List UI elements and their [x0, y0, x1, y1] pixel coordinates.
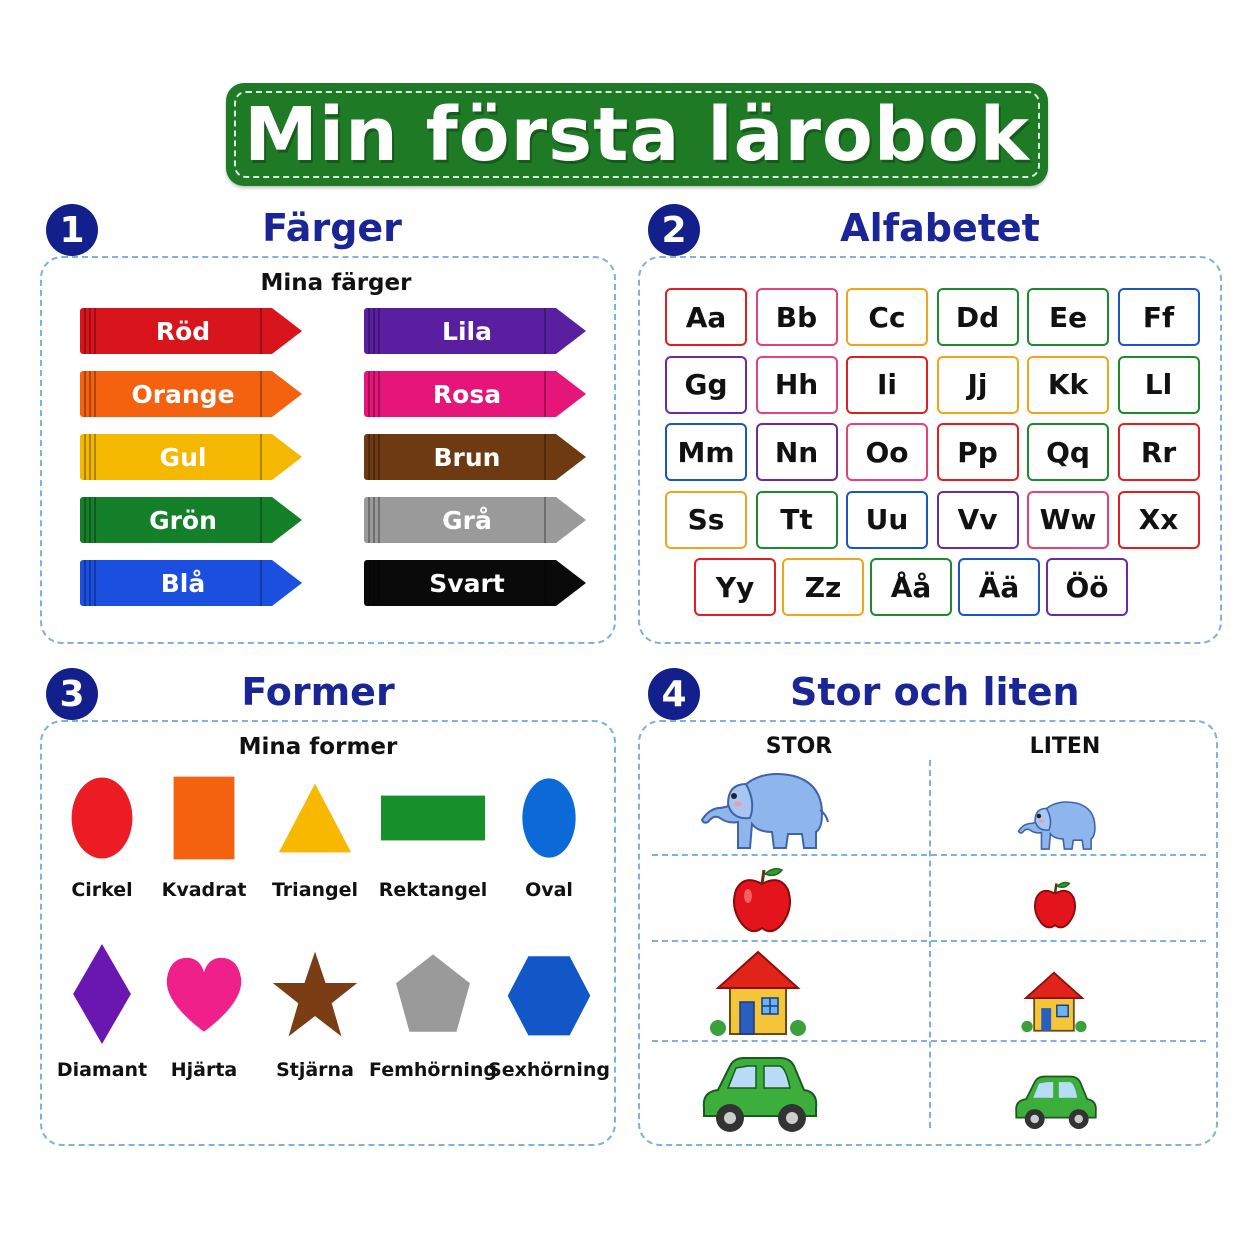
section-number-4: 4 [648, 668, 700, 720]
crayon-item [80, 371, 302, 417]
row-divider [652, 1040, 1206, 1042]
crayon-stripe [84, 308, 86, 354]
letter-card: Tt [756, 491, 838, 549]
crayon-stripe [373, 371, 375, 417]
crayon-tip [272, 560, 302, 606]
section-number-1: 1 [46, 204, 98, 256]
letter-card: Yy [694, 558, 776, 616]
shape-label: Oval [525, 879, 573, 901]
crayon-tip [556, 308, 586, 354]
letter-card: Nn [756, 423, 838, 481]
section-title-shapes: Former [241, 670, 395, 714]
section-number-2: 2 [648, 204, 700, 256]
crayon-label: Gul [159, 442, 207, 472]
crayon-stripe [89, 560, 91, 606]
shape-label: Femhörning [368, 1059, 497, 1081]
crayon-stripe [89, 308, 91, 354]
crayon-stripe [368, 308, 370, 354]
pentagon-shape [391, 949, 475, 1039]
letter-card: Åå [870, 558, 952, 616]
crayon-stripe [89, 434, 91, 480]
crayon-stripe [84, 434, 86, 480]
row-divider [652, 940, 1206, 942]
letter-card: Xx [1118, 491, 1200, 549]
letter-card: Aa [665, 288, 747, 346]
big-column-heading: STOR [765, 734, 833, 759]
section-title-alphabet: Alfabetet [840, 206, 1040, 250]
letter-card: Ää [958, 558, 1040, 616]
letter-card: Öö [1046, 558, 1128, 616]
letter-card: Mm [665, 423, 747, 481]
shape-label: Diamant [56, 1059, 148, 1081]
letter-card: Cc [846, 288, 928, 346]
crayon-stripe [84, 371, 86, 417]
crayon-tip [272, 434, 302, 480]
car-icon [698, 1052, 822, 1136]
crayon-tip [556, 434, 586, 480]
letter-card: Kk [1027, 356, 1109, 414]
page-title: Min första lärobok [244, 91, 1030, 178]
title-banner [226, 83, 1048, 186]
letter-card: Ii [846, 356, 928, 414]
shape-label: Sexhörning [488, 1059, 610, 1081]
hexagon-shape [506, 949, 592, 1039]
letter-card: Qq [1027, 423, 1109, 481]
shape-label: Cirkel [71, 879, 133, 901]
apple-icon [730, 864, 794, 936]
letter-card: Ll [1118, 356, 1200, 414]
section-number-3: 3 [46, 668, 98, 720]
crayon-tip [272, 371, 302, 417]
letter-card: Hh [756, 356, 838, 414]
crayon-stripe [368, 371, 370, 417]
star-shape [271, 948, 359, 1040]
letter-card: Ee [1027, 288, 1109, 346]
letter-card: Dd [937, 288, 1019, 346]
letter-card: Rr [1118, 423, 1200, 481]
crayon-stripe [368, 497, 370, 543]
shape-label: Rektangel [378, 879, 488, 901]
crayon-label: Orange [131, 379, 235, 409]
circle-shape [62, 772, 142, 864]
oval-shape [512, 773, 586, 863]
crayon-item [364, 560, 586, 606]
crayon-stripe [368, 560, 370, 606]
crayon-stripe [373, 497, 375, 543]
house-icon [710, 948, 806, 1036]
shapes-subtitle: Mina former [238, 734, 398, 760]
house-icon [1020, 968, 1088, 1034]
crayon-label: Brun [433, 442, 501, 472]
triangle-shape [272, 775, 358, 861]
rectangle-shape [381, 783, 485, 853]
crayon-tip [272, 308, 302, 354]
row-divider [652, 854, 1206, 856]
small-column-heading: LITEN [1029, 734, 1101, 759]
letter-card: Zz [782, 558, 864, 616]
square-shape [164, 771, 244, 865]
crayon-item [80, 560, 302, 606]
letter-card: Bb [756, 288, 838, 346]
letter-card: Ss [665, 491, 747, 549]
crayon-label: Grön [149, 505, 217, 535]
letter-card: Jj [937, 356, 1019, 414]
crayon-label: Svart [429, 568, 505, 598]
crayon-item [80, 497, 302, 543]
shape-label: Triangel [271, 879, 359, 901]
crayon-label: Rosa [432, 379, 502, 409]
elephant-icon [698, 762, 830, 852]
car-icon [1012, 1072, 1100, 1132]
shape-label: Hjärta [170, 1059, 238, 1081]
crayon-item [364, 497, 586, 543]
crayon-label: Lila [442, 316, 492, 346]
crayon-tip [272, 497, 302, 543]
crayon-label: Grå [442, 505, 492, 535]
letter-card: Vv [937, 491, 1019, 549]
crayon-label: Blå [160, 568, 206, 598]
crayon-tip [556, 497, 586, 543]
letter-card: Gg [665, 356, 747, 414]
section-title-sizes: Stor och liten [790, 670, 1080, 714]
crayon-tip [556, 371, 586, 417]
crayon-stripe [373, 560, 375, 606]
diamond-shape [64, 942, 140, 1046]
crayon-item [364, 371, 586, 417]
crayon-stripe [373, 434, 375, 480]
crayon-stripe [368, 434, 370, 480]
crayon-tip [556, 560, 586, 606]
crayon-stripe [89, 497, 91, 543]
letter-card: Pp [937, 423, 1019, 481]
crayon-item [364, 434, 586, 480]
letter-card: Ww [1027, 491, 1109, 549]
shape-label: Kvadrat [161, 879, 247, 901]
letter-card: Uu [846, 491, 928, 549]
column-divider [929, 760, 931, 1128]
apple-icon [1032, 878, 1078, 932]
crayon-stripe [84, 497, 86, 543]
section-title-colors: Färger [262, 206, 402, 250]
crayon-item [80, 308, 302, 354]
crayon-item [80, 434, 302, 480]
heart-shape [160, 949, 248, 1039]
crayon-stripe [373, 308, 375, 354]
crayon-stripe [84, 560, 86, 606]
crayon-item [364, 308, 586, 354]
crayon-label: Röd [155, 316, 211, 346]
colors-subtitle: Mina färger [260, 270, 412, 296]
letter-card: Ff [1118, 288, 1200, 346]
shape-label: Stjärna [276, 1059, 354, 1081]
elephant-icon [1016, 793, 1100, 853]
letter-card: Oo [846, 423, 928, 481]
crayon-stripe [89, 371, 91, 417]
